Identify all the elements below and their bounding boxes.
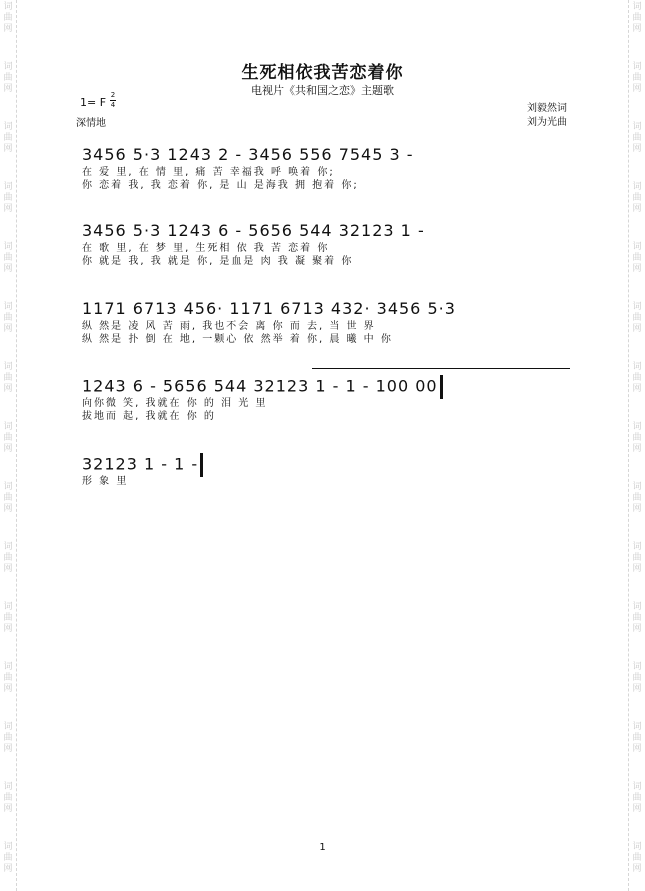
lyrics-verse-1: 形 象 里 — [82, 476, 129, 487]
watermark-text: 词 曲 网 — [632, 62, 642, 94]
score-line-5 — [82, 453, 572, 488]
lyrics-verse-2: 纵 然是 扑 倒 在 地, 一颗心 依 然举 着 你, 晨 曦 中 你 — [82, 334, 393, 345]
watermark-text: 词 曲 网 — [3, 782, 13, 814]
notation-text: 32123 1 - 1 - — [82, 454, 199, 474]
watermark-text: 词 曲 网 — [632, 362, 642, 394]
tempo-marking: 深情地 — [76, 118, 106, 129]
watermark-column-left — [0, 0, 17, 891]
watermark-text: 词 曲 网 — [3, 242, 13, 274]
repeat-end-barline — [440, 375, 443, 399]
page-number: 1 — [319, 842, 326, 853]
watermark-text: 词 曲 网 — [3, 482, 13, 514]
volta-bracket — [312, 368, 570, 369]
score-line-2 — [82, 220, 572, 268]
time-signature-bottom: 4 — [110, 101, 116, 109]
lyrics-verse-2: 你 就是 我, 我 就是 你, 是血是 肉 我 凝 聚着 你 — [82, 256, 354, 267]
watermark-text: 词 曲 网 — [632, 122, 642, 154]
lyrics-verse-1: 在 歌 里, 在 梦 里, 生死相 依 我 苦 恋着 你 — [82, 243, 330, 254]
lyrics-verse-2: 你 恋着 我, 我 恋着 你, 是 山 是海我 拥 抱着 你; — [82, 180, 359, 191]
song-title: 生死相依我苦恋着你 — [241, 63, 404, 83]
watermark-text: 词 曲 网 — [632, 182, 642, 214]
watermark-text: 词 曲 网 — [632, 842, 642, 874]
key-signature: 1= F — [80, 96, 107, 109]
watermark-text: 词 曲 网 — [3, 422, 13, 454]
lyrics-verse-1: 向你微 笑, 我就在 你 的 泪 光 里 — [82, 398, 268, 409]
watermark-text: 词 曲 网 — [632, 482, 642, 514]
watermark-column-right — [628, 0, 645, 891]
score-line-3 — [82, 298, 572, 346]
notation-line: 3456 5·3 1243 2 - 3456 556 7545 3 - — [82, 145, 414, 164]
watermark-text: 词 曲 网 — [3, 2, 13, 34]
watermark-text: 词 曲 网 — [3, 62, 13, 94]
score-line-1 — [82, 144, 572, 192]
watermark-text: 词 曲 网 — [632, 302, 642, 334]
watermark-text: 词 曲 网 — [632, 782, 642, 814]
lyrics-verse-1: 在 爱 里, 在 情 里, 痛 苦 幸福我 呼 唤着 你; — [82, 167, 335, 178]
notation-line — [82, 375, 572, 397]
lyricist-credit: 刘毅然词 — [527, 103, 567, 114]
watermark-text: 词 曲 网 — [632, 242, 642, 274]
watermark-text: 词 曲 网 — [632, 722, 642, 754]
watermark-text: 词 曲 网 — [3, 362, 13, 394]
time-signature — [110, 92, 116, 109]
watermark-text: 词 曲 网 — [632, 422, 642, 454]
watermark-text: 词 曲 网 — [3, 602, 13, 634]
watermark-text: 词 曲 网 — [3, 722, 13, 754]
notation-line: 3456 5·3 1243 6 - 5656 544 32123 1 - — [82, 221, 425, 240]
watermark-text: 词 曲 网 — [3, 302, 13, 334]
final-barline — [200, 453, 203, 477]
watermark-text: 词 曲 网 — [632, 542, 642, 574]
notation-text: 1243 6 - 5656 544 32123 1 - 1 - 100 00 — [82, 376, 438, 396]
watermark-text: 词 曲 网 — [3, 662, 13, 694]
watermark-text: 词 曲 网 — [632, 602, 642, 634]
composer-credit: 刘为光曲 — [527, 117, 567, 128]
watermark-text: 词 曲 网 — [3, 842, 13, 874]
time-signature-top: 2 — [110, 91, 116, 99]
watermark-text: 词 曲 网 — [3, 542, 13, 574]
song-subtitle: 电视片《共和国之恋》主题歌 — [251, 84, 394, 97]
notation-line: 1171 6713 456· 1171 6713 432· 3456 5·3 — [82, 299, 456, 318]
score-line-4 — [82, 375, 572, 423]
watermark-text: 词 曲 网 — [3, 122, 13, 154]
notation-line — [82, 453, 572, 475]
watermark-text: 词 曲 网 — [632, 662, 642, 694]
watermark-text: 词 曲 网 — [632, 2, 642, 34]
watermark-text: 词 曲 网 — [3, 182, 13, 214]
lyrics-verse-1: 纵 然是 凌 风 苦 雨, 我也不会 离 你 而 去, 当 世 界 — [82, 321, 376, 332]
lyrics-verse-2: 拔地而 起, 我就在 你 的 — [82, 411, 216, 422]
